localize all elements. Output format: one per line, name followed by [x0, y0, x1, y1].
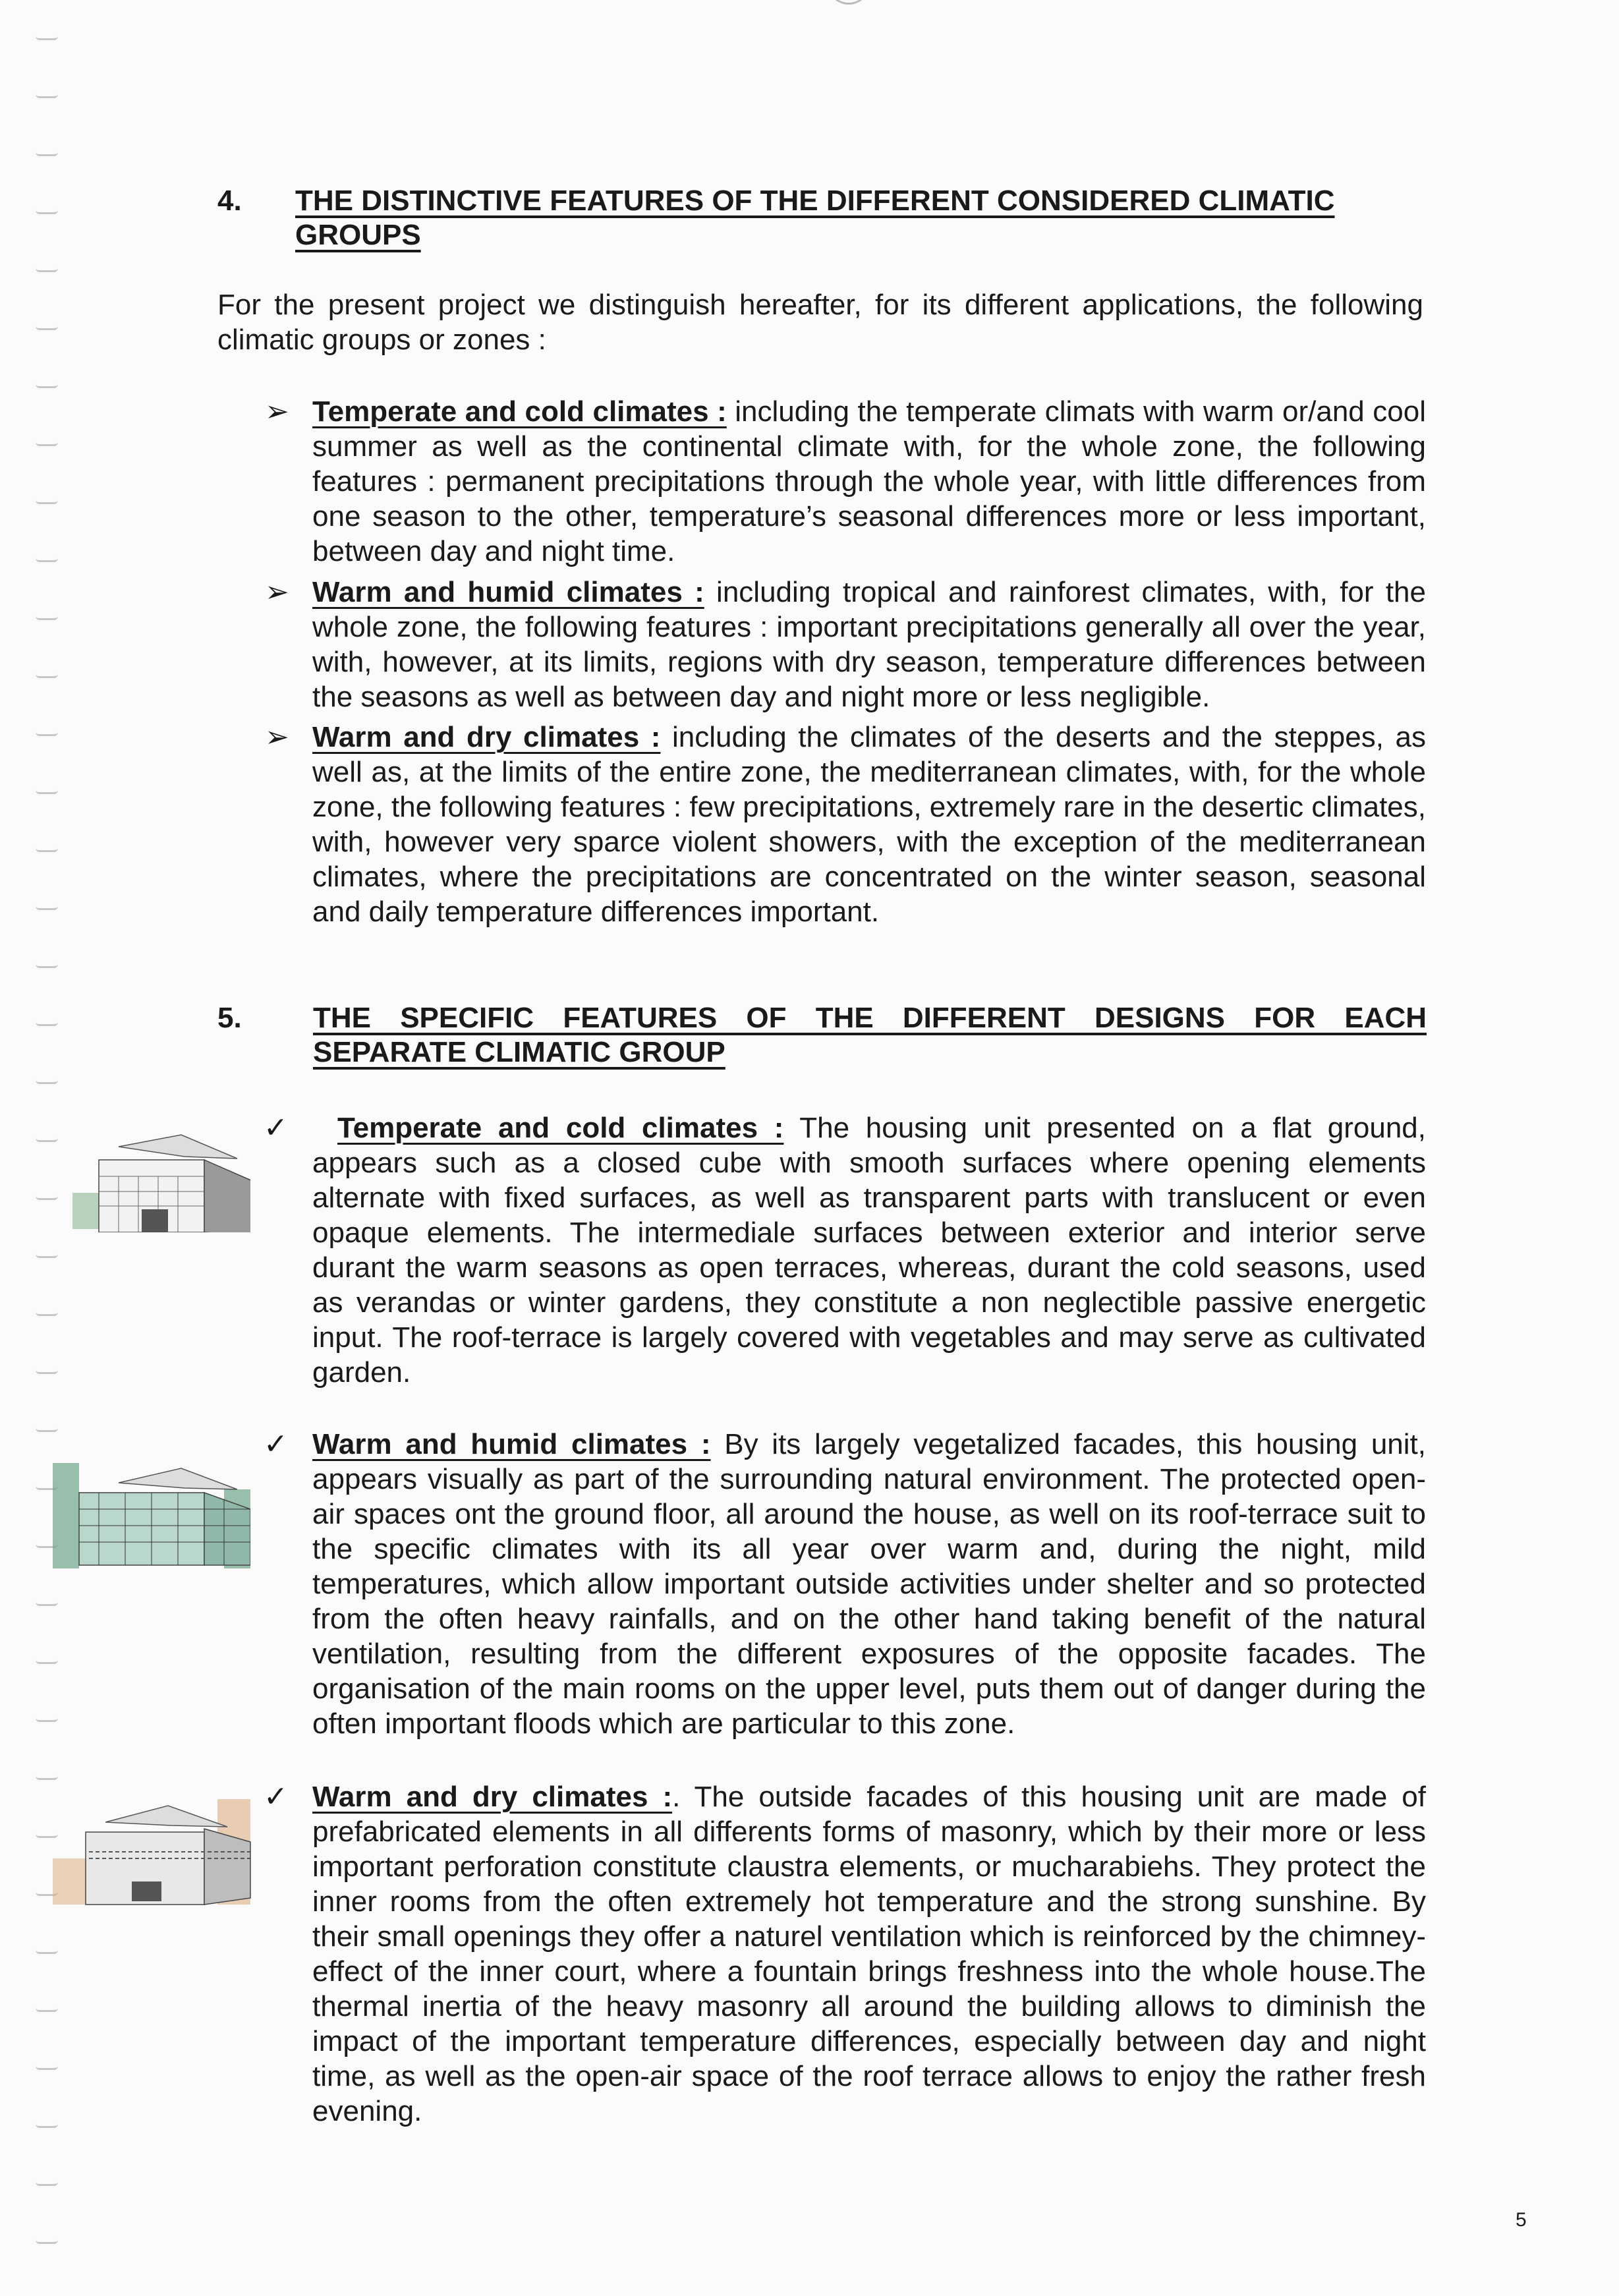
binder-hole-mark [36, 1950, 58, 1954]
design-description: The housing unit presented on a flat ground, appears such as a closed cube with smooth surfaces where opening elements alternate with fixed surfaces, as well as transparent parts with translucent or even opaque elements. The intermediale surfaces between exterior and interior serve durant the warm seasons as open terraces, whereas, durant the cold seasons, used as verandas or winter gardens, they constitute a non neglectible passive energetic input. The roof-terrace is largely covered with vegetables and may serve as cultivated garden. [312, 1112, 1426, 1389]
binder-hole-mark [36, 94, 58, 98]
binder-hole-mark [36, 1602, 58, 1606]
section-5-heading [217, 1000, 1450, 1073]
section-title-line2: SEPARATE CLIMATIC GROUP [313, 1036, 725, 1068]
glazed-cube-house-sketch [53, 1120, 250, 1232]
binder-hole-mark [36, 442, 58, 446]
arrowhead-bullet-icon: ➢ [265, 721, 289, 753]
climatic-group-description: including the climates of the deserts and the steppes, as well as, at the limits of the entire zone, the mediterranean climates, with, for the whole zone, the following features : few precipitations, extremely rare in the desertic climates, with, however very sparce violent showers, with the exception of the mediterranean climates, where the precipitations are concentrated on the winter season, seasonal and daily temperature differences important. [312, 721, 1426, 928]
arrowhead-bullet-icon: ➢ [265, 576, 289, 608]
binder-hole-mark [36, 500, 58, 504]
binder-hole-mark [36, 616, 58, 620]
binder-hole-mark [36, 790, 58, 794]
design-climate-name: Temperate and cold climates : [337, 1112, 784, 1144]
masonry-house-sketch [53, 1786, 257, 1911]
binder-hole-mark [36, 674, 58, 678]
binder-hole-mark [36, 1660, 58, 1664]
climatic-group-name: Temperate and cold climates : [312, 395, 727, 428]
climatic-group-name: Warm and humid climates : [312, 576, 704, 608]
binder-hole-mark [36, 1080, 58, 1084]
climatic-group-name: Warm and dry climates : [312, 721, 661, 753]
section-title-line2: GROUPS [295, 219, 421, 251]
binder-hole-mark [36, 268, 58, 272]
section-title-line1: THE SPECIFIC FEATURES OF THE DIFFERENT DESIGNS FOR EACH [313, 1002, 1427, 1034]
climatic-group-item [312, 720, 1426, 929]
section-number: 4. [217, 185, 242, 217]
design-climate-name: Warm and humid climates : [312, 1428, 711, 1460]
binder-arc-mark [827, 0, 870, 5]
binder-hole-mark [36, 210, 58, 214]
climatic-group-item [312, 575, 1426, 714]
binder-hole-mark [36, 732, 58, 736]
design-feature-item [312, 1427, 1426, 1741]
section-4-intro: For the present project we distinguish hereafter, for its different applications, the following climatic groups or zones : [217, 289, 1423, 356]
binder-hole-mark [36, 2066, 58, 2070]
checkmark-bullet-icon: ✓ [264, 1781, 288, 1813]
design-climate-name: Warm and dry climates : [312, 1781, 673, 1813]
checkmark-bullet-icon: ✓ [264, 1112, 288, 1144]
binder-hole-mark [36, 2008, 58, 2012]
binder-hole-mark [36, 326, 58, 330]
binder-hole-mark [36, 2240, 58, 2244]
page-number: 5 [1516, 2209, 1527, 2231]
binder-hole-mark [36, 2182, 58, 2186]
binder-hole-mark [36, 1428, 58, 1432]
design-description: By its largely vegetalized facades, this housing unit, appears visually as part of the surrounding natural environment. The protected open-air spaces ont the ground floor, all around the house, as well on its roof-terrace suit to the specific climates with its all year over warm and, during the night, mild temperatures, which allow important outside activities under shelter and so protected from the often heavy rainfalls, and on the other hand taking benefit of the natural ventilation, resulting from the different exposures of the opposite facades. The organisation of the main rooms on the upper level, puts them out of danger during the often important floods which are particular to this zone. [312, 1428, 1426, 1740]
binder-hole-mark [36, 964, 58, 968]
binder-hole-mark [36, 1022, 58, 1026]
climatic-group-description: including the temperate climats with warm or/and cool summer as well as the continental climate with, for the whole zone, the following features : permanent precipitations through the whole year, with little differences from one season to the other, temperature’s seasonal differences more or less important, between day and night time. [312, 395, 1426, 567]
binder-hole-mark [36, 558, 58, 562]
vegetalized-house-sketch [53, 1450, 250, 1568]
climatic-group-description: including tropical and rainforest climates, with, for the whole zone, the following features : important precipitations generally all over the year, with, however, at its limits, regions with dry season, temperature differences between the seasons as well as between day and night more or less negligible. [312, 576, 1426, 713]
binder-hole-mark [36, 906, 58, 910]
design-description: . The outside facades of this housing unit are made of prefabricated elements in all differents forms of masonry, which by their more or less important perforation constitute claustra elements, or mucharabiehs. They protect the inner rooms from the often extremely hot temperature and the strong sunshine. By their small openings they offer a naturel ventilation which is reinforced by the chimney-effect of the inner court, where a fountain brings freshness into the whole house.The thermal inertia of the heavy masonry all around the building allows to diminish the impact of the important temperature differences, especially between day and night time, as well as the open-air space of the roof terrace allows to enjoy the rather fresh evening. [312, 1781, 1427, 2127]
checkmark-bullet-icon: ✓ [264, 1428, 288, 1460]
binder-hole-mark [36, 1776, 58, 1780]
climatic-group-item [312, 394, 1426, 569]
binder-hole-mark [36, 1254, 58, 1258]
binder-hole-mark [36, 384, 58, 388]
binder-hole-mark [36, 1312, 58, 1316]
binder-hole-mark [36, 152, 58, 156]
section-number: 5. [217, 1002, 242, 1034]
binder-hole-mark [36, 1718, 58, 1722]
binder-hole-mark [36, 36, 58, 40]
arrowhead-bullet-icon: ➢ [265, 395, 289, 428]
binder-hole-mark [36, 2124, 58, 2128]
section-4-heading [217, 183, 1450, 256]
binder-hole-mark [36, 848, 58, 852]
section-title-line1: THE DISTINCTIVE FEATURES OF THE DIFFERENT CONSIDERED CLIMATIC [295, 185, 1335, 217]
design-feature-item [312, 1110, 1426, 1390]
design-feature-item [312, 1779, 1426, 2129]
binder-hole-mark [36, 1370, 58, 1374]
